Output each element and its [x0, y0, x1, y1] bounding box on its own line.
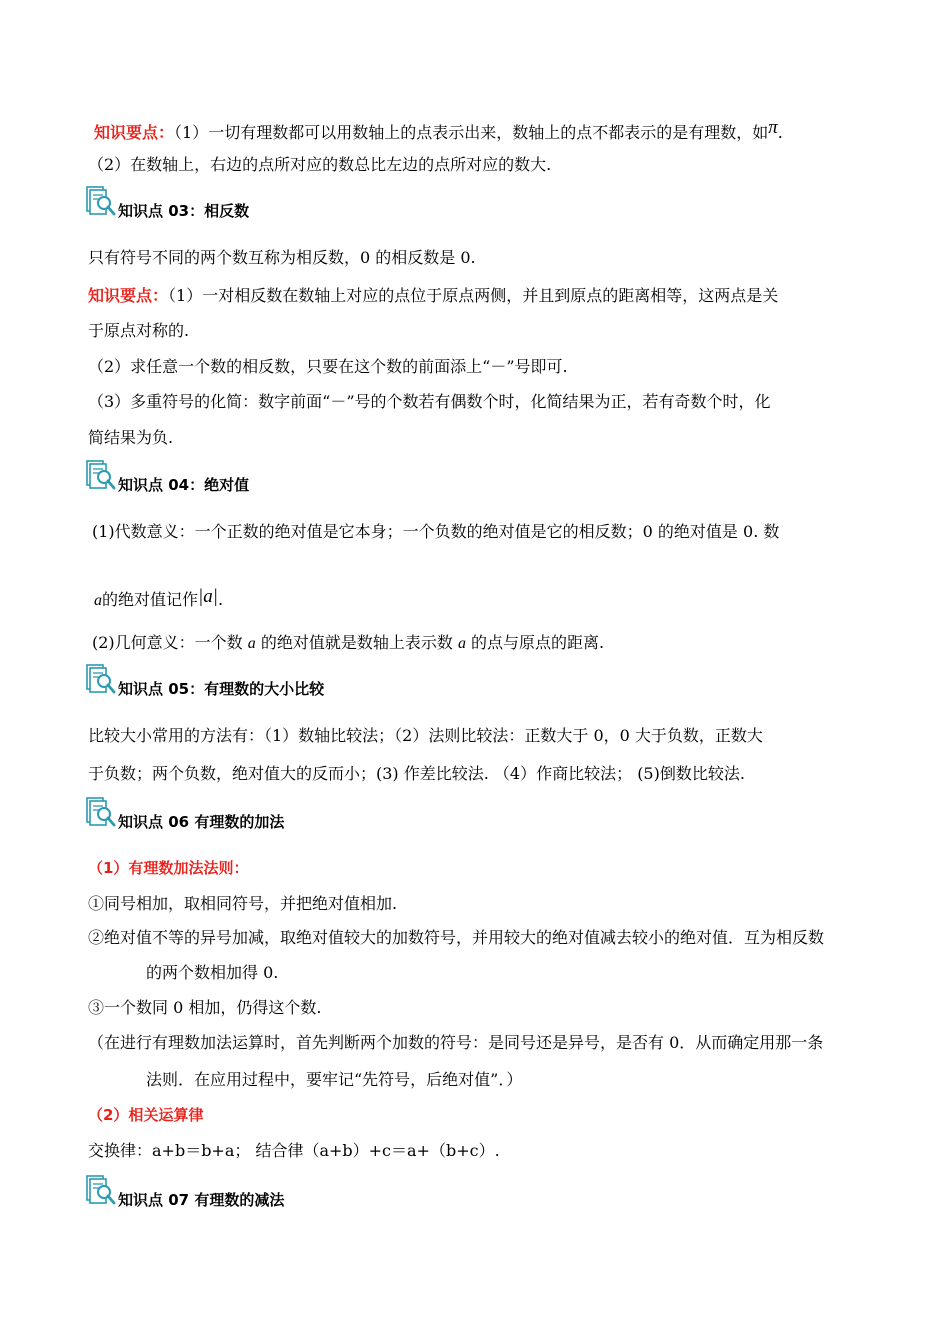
s4-para2: a的绝对值记作|a|. — [94, 586, 224, 609]
s6-note-a: （在进行有理数加法运算时，首先判断两个加数的符号：是同号还是异号，是否有 0．从而确定用那一条 — [88, 1033, 824, 1052]
s6-subheading-2: （2）相关运算律 — [88, 1106, 204, 1124]
s5-para1: 比较大小常用的方法有：（1）数轴比较法；（2）法则比较法：正数大于 0，0 大于负数，正数大 — [88, 726, 763, 745]
section-07-heading: 知识点 07 有理数的减法 — [118, 1191, 285, 1209]
section-06-heading: 知识点 06 有理数的加法 — [118, 813, 285, 831]
section-03-heading: 知识点 03：相反数 — [118, 202, 250, 220]
s6-rule2a: ②绝对值不等的异号加减，取绝对值较大的加数符号，并用较大的绝对值减去较小的绝对值．互为相反数 — [88, 928, 825, 947]
s6-subheading-1: （1）有理数加法法则： — [88, 859, 249, 877]
s6-rule3: ③一个数同 0 相加，仍得这个数. — [88, 998, 322, 1017]
s3-para1: 只有符号不同的两个数互称为相反数，0 的相反数是 0. — [88, 248, 476, 267]
s3-para4a: （3）多重符号的化简：数字前面“－”号的个数若有偶数个时，化简结果为正，若有奇数个时，化 — [88, 392, 771, 411]
s3-kp-label: 知识要点： — [88, 286, 169, 305]
knowledge-point-icon — [86, 1175, 116, 1205]
kp1-line2: （2）在数轴上，右边的点所对应的数总比左边的点所对应的数大. — [88, 155, 552, 174]
knowledge-point-icon — [86, 797, 116, 827]
s6-note-b: 法则．在应用过程中，要牢记“先符号，后绝对值”．） — [146, 1070, 523, 1089]
s3-para3: （2）求任意一个数的相反数，只要在这个数的前面添上“－”号即可. — [88, 357, 568, 376]
s6-laws: 交换律：a+b＝b+a； 结合律（a+b）+c＝a+（b+c）. — [88, 1141, 500, 1160]
knowledge-point-icon — [86, 664, 116, 694]
section-04-heading: 知识点 04：绝对值 — [118, 476, 250, 494]
abs-value-notation: |a| — [198, 586, 218, 607]
kp1-text: （1）一切有理数都可以用数轴上的点表示出来，数轴上的点不都表示的是有理数，如 — [174, 123, 769, 142]
pi-symbol: π — [768, 117, 778, 138]
s6-rule1: ①同号相加，取相同符号，并把绝对值相加. — [88, 894, 398, 913]
s4-para3: (2)几何意义：一个数 a 的绝对值就是数轴上表示数 a 的点与原点的距离. — [92, 633, 605, 652]
section-05-heading: 知识点 05：有理数的大小比较 — [118, 680, 325, 698]
s3-para4b: 简结果为负. — [88, 428, 174, 447]
s3-kp-line1: 知识要点：（1）一对相反数在数轴上对应的点位于原点两侧，并且到原点的距离相等，这两点是关 — [88, 286, 779, 305]
s3-kp-line2: 于原点对称的. — [88, 321, 190, 340]
s4-para1: (1)代数意义：一个正数的绝对值是它本身；一个负数的绝对值是它的相反数；0 的绝对值是 0. 数 — [92, 522, 780, 541]
s5-para2: 于负数；两个负数，绝对值大的反而小；(3) 作差比较法. （4）作商比较法； (5)倒数比较法. — [88, 764, 745, 783]
kp1-label: 知识要点： — [94, 123, 175, 142]
s6-rule2b: 的两个数相加得 0. — [146, 963, 279, 982]
knowledge-point-icon — [86, 460, 116, 490]
knowledge-point-icon — [86, 186, 116, 216]
kp1-line1: 知识要点：（1）一切有理数都可以用数轴上的点表示出来，数轴上的点不都表示的是有理数，如π. — [94, 117, 783, 142]
var-a: a — [94, 592, 102, 609]
